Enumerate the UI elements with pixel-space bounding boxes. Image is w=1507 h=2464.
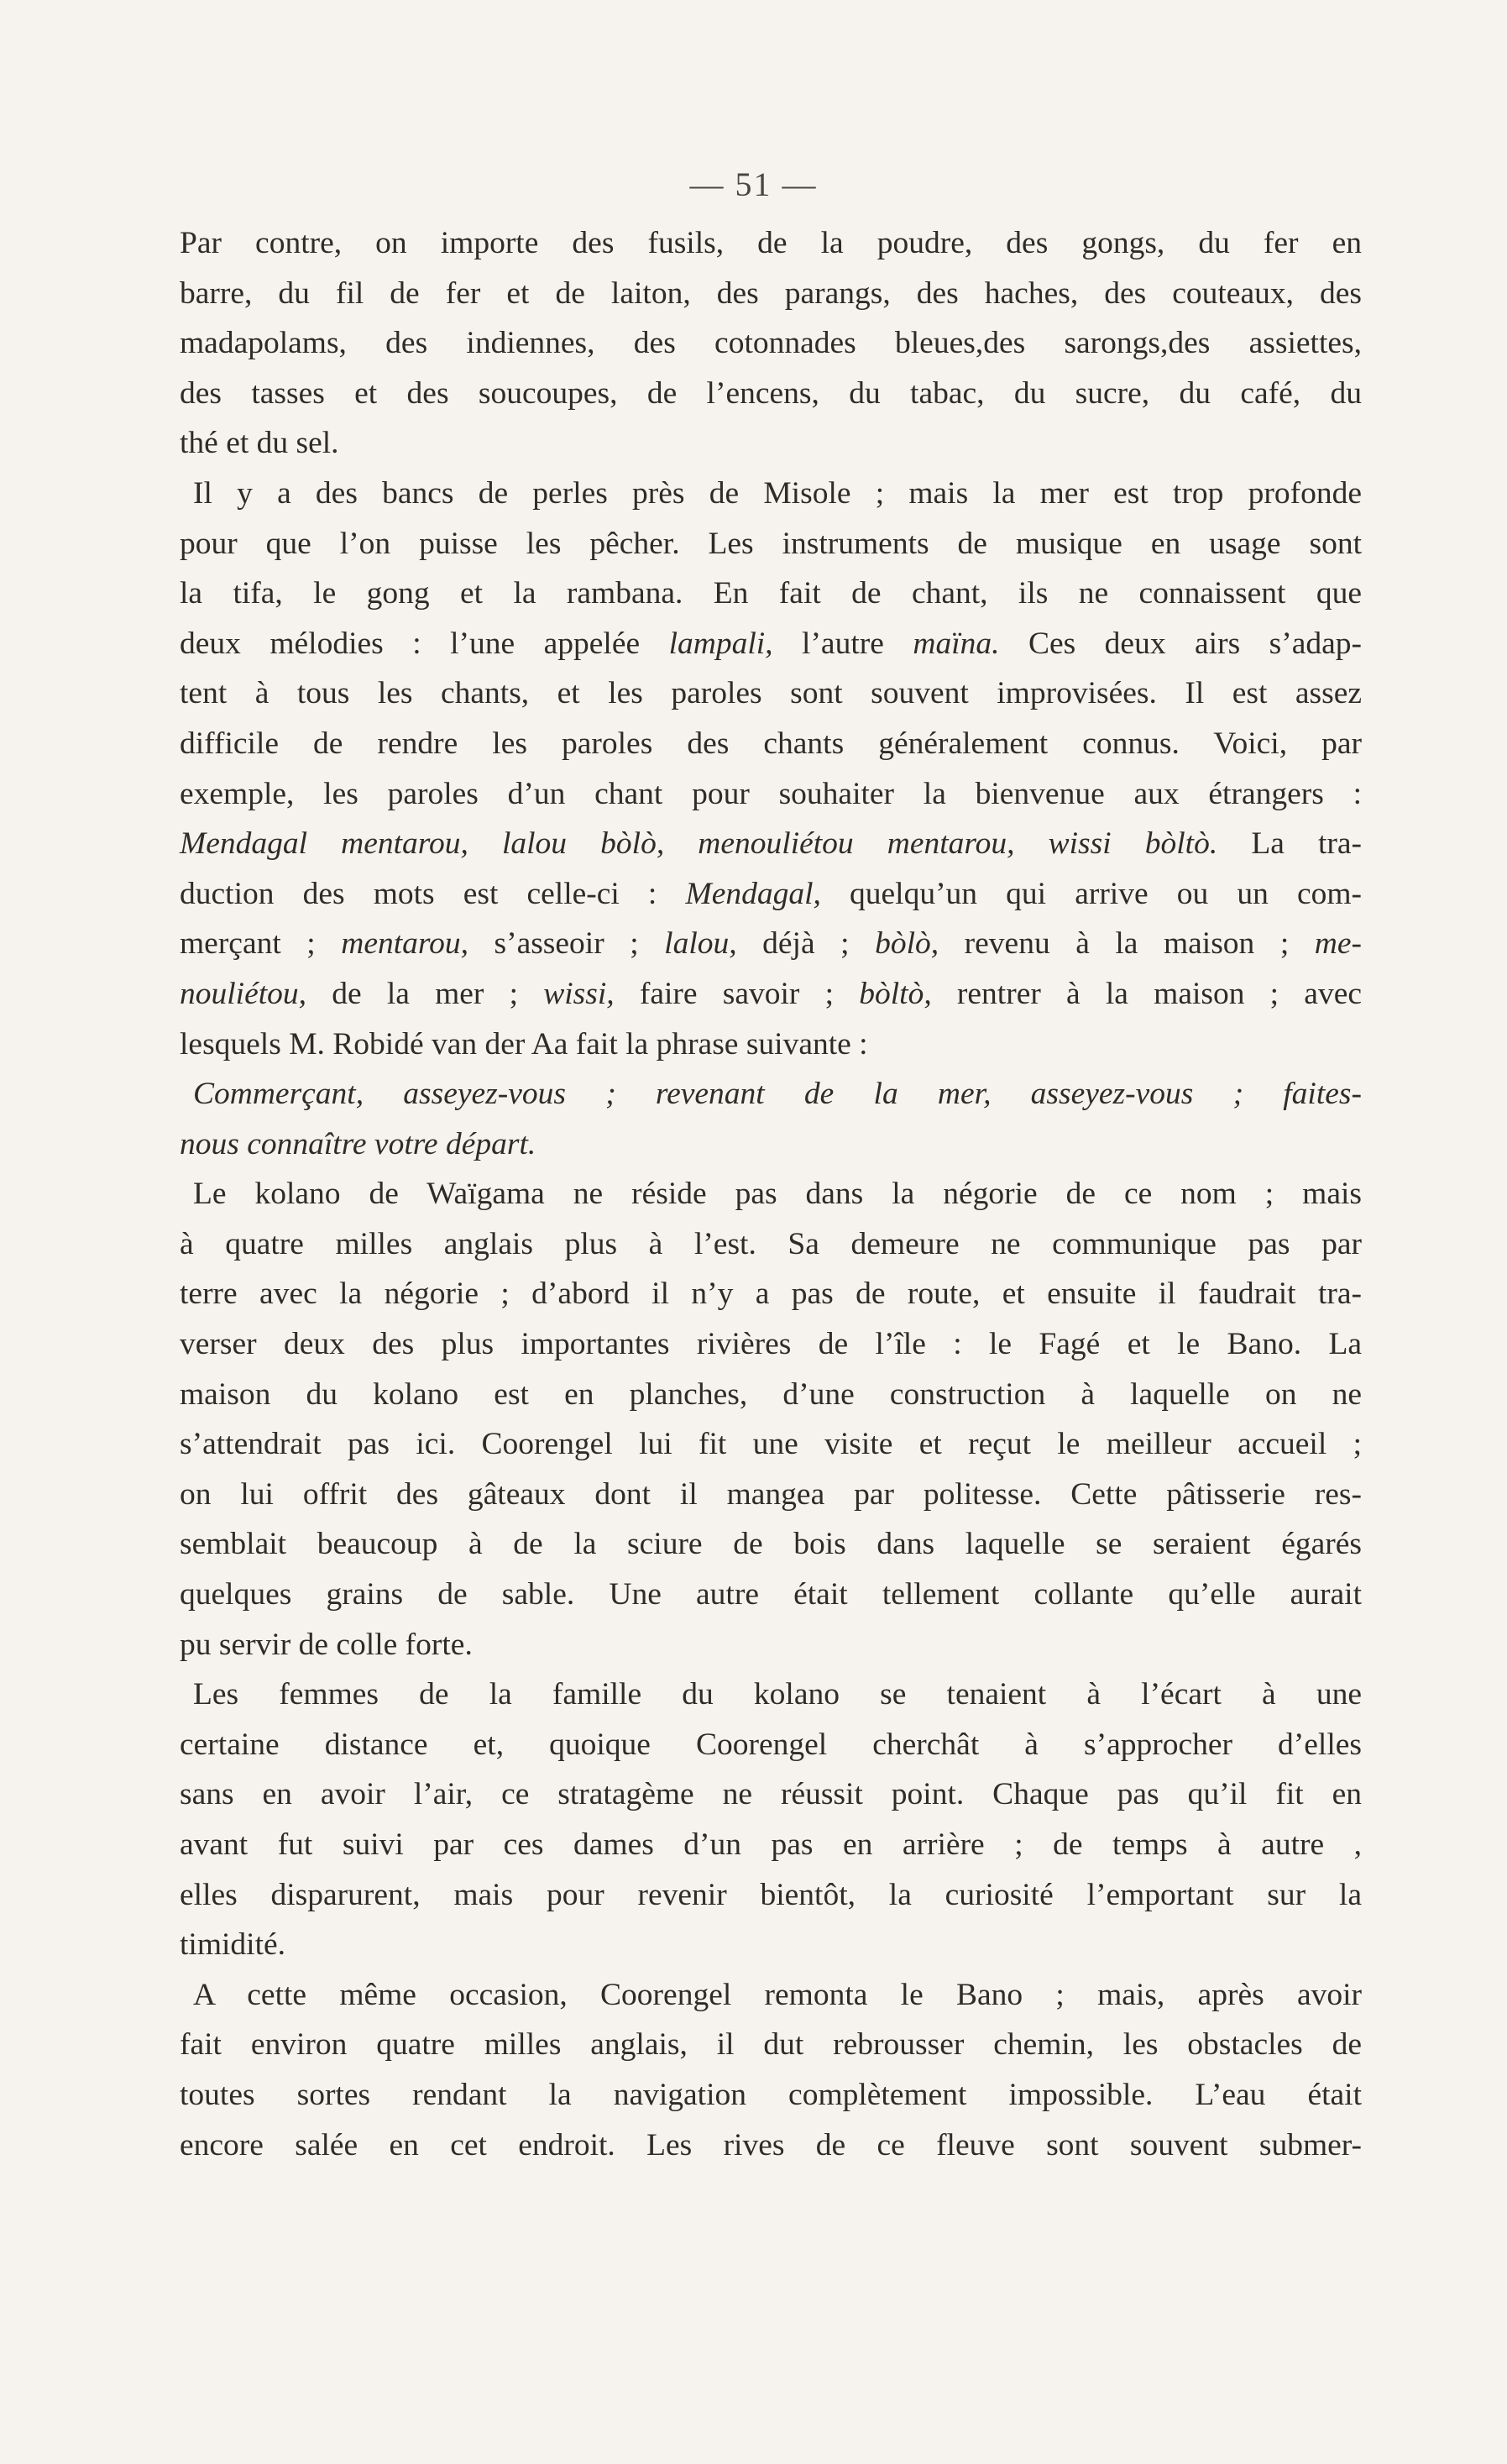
text-line — [180, 519, 1362, 569]
text-line — [180, 1970, 1362, 2021]
text-segment: barre, du fil de fer et de laiton, des parangs, des haches, des couteaux, des — [180, 275, 1362, 311]
text-segment: timidité. — [180, 1927, 286, 1963]
text-line — [180, 1219, 1362, 1270]
text-line — [180, 1519, 1362, 1570]
italic-text: maïna. — [913, 626, 1000, 661]
text-line — [180, 1820, 1362, 1870]
text-segment: sans en avoir l’air, ce stratagème ne réussit point. Chaque pas qu’il fit en — [180, 1777, 1362, 1812]
italic-text: me- — [1314, 926, 1362, 962]
text-segment: deux mélodies : l’une appelée — [180, 626, 669, 661]
text-line — [180, 269, 1362, 319]
text-line — [180, 2070, 1362, 2121]
text-segment: s’attendrait pas ici. Coorengel lui fit une visite et reçut le meilleur accueil ; — [180, 1427, 1362, 1462]
text-line — [180, 218, 1362, 269]
text-segment: thé et du sel. — [180, 426, 339, 461]
text-line — [180, 1319, 1362, 1370]
text-segment: Ces deux airs s’adap- — [999, 626, 1363, 661]
text-line — [180, 919, 1362, 969]
text-segment: la tifa, le gong et la rambana. En fait de chant, ils ne connaissent que — [180, 576, 1362, 611]
italic-text: wissi, — [543, 976, 615, 1011]
text-segment: Par contre, on importe des fusils, de la poudre, des gongs, du fer en — [180, 226, 1362, 260]
text-segment: avant fut suivi par ces dames d’un pas en arrière ; de temps à autre , — [180, 1827, 1362, 1862]
text-segment: certaine distance et, quoique Coorengel cherchât à s’approcher d’elles — [180, 1727, 1362, 1762]
text-segment: terre avec la négorie ; d’abord il n’y a pas de route, et ensuite il faudrait tra- — [180, 1277, 1362, 1312]
text-line — [180, 2121, 1362, 2171]
text-line — [180, 1920, 1362, 1970]
body-text — [180, 218, 1362, 2170]
page-number: — 51 — — [689, 165, 818, 203]
text-line — [180, 2020, 1362, 2070]
text-segment: exemple, les paroles d’un chant pour souhaiter la bienvenue aux étrangers : — [180, 776, 1362, 811]
text-segment: revenu à la maison ; — [939, 926, 1315, 962]
text-segment: déjà ; — [736, 926, 876, 962]
text-segment: toutes sortes rendant la navigation complètement impossible. L’eau était — [180, 2077, 1362, 2112]
text-segment: verser deux des plus importantes rivières de l’île : le Fagé et le Bano. La — [180, 1327, 1362, 1362]
text-line — [180, 869, 1362, 920]
text-line — [180, 1470, 1362, 1520]
italic-text: mentarou, — [341, 926, 468, 962]
text-line — [180, 369, 1362, 419]
text-line — [180, 819, 1362, 869]
text-line — [180, 1570, 1362, 1620]
italic-text: Mendagal, — [685, 876, 821, 911]
text-segment: des tasses et des soucoupes, de l’encens, du tabac, du sucre, du café, du — [180, 375, 1362, 411]
text-segment: faire savoir ; — [614, 976, 860, 1011]
text-line — [180, 418, 1362, 469]
text-segment: l’autre — [772, 626, 913, 661]
text-segment: quelques grains de sable. Une autre était tellement collante qu’elle aurait — [180, 1577, 1362, 1612]
text-line — [180, 719, 1362, 769]
text-segment: La tra- — [1217, 826, 1363, 862]
text-line — [180, 969, 1362, 1020]
text-line — [180, 1169, 1362, 1219]
text-segment: à quatre milles anglais plus à l’est. Sa demeure ne communique pas par — [180, 1226, 1362, 1261]
text-segment: encore salée en cet endroit. Les rives de ce fleuve sont souvent submer- — [180, 2127, 1362, 2163]
text-segment: s’asseoir ; — [468, 926, 665, 962]
italic-text: nouliétou, — [180, 976, 307, 1011]
text-line — [180, 1020, 1362, 1070]
text-line — [180, 1670, 1362, 1720]
text-segment: fait environ quatre milles anglais, il dut rebrousser chemin, les obstacles de — [180, 2027, 1362, 2063]
text-segment: maison du kolano est en planches, d’une construction à laquelle on ne — [180, 1376, 1362, 1412]
text-segment: de la mer ; — [306, 976, 544, 1011]
text-segment: lesquels M. Robidé van der Aa fait la phrase suivante : — [180, 1026, 868, 1062]
italic-text: nous connaître votre départ. — [180, 1126, 536, 1161]
text-segment: merçant ; — [180, 926, 342, 962]
text-line — [180, 668, 1362, 719]
italic-text: lalou, — [664, 926, 737, 962]
text-segment: Le kolano de Waïgama ne réside pas dans la négorie de ce nom ; mais — [193, 1177, 1362, 1212]
text-line — [180, 769, 1362, 820]
italic-text: Mendagal mentarou, lalou bòlò, menouliétou mentarou, wissi bòltò. — [180, 826, 1218, 862]
text-segment: difficile de rendre les paroles des chants généralement connus. Voici, par — [180, 726, 1362, 761]
text-line — [180, 1720, 1362, 1770]
text-segment: rentrer à la maison ; avec — [931, 976, 1362, 1011]
text-segment: A cette même occasion, Coorengel remonta le Bano ; mais, après avoir — [193, 1977, 1362, 2012]
text-line — [180, 1119, 1362, 1170]
text-line — [180, 569, 1362, 619]
text-line — [180, 1419, 1362, 1470]
text-segment: on lui offrit des gâteaux dont il mangea par politesse. Cette pâtisserie res- — [180, 1476, 1362, 1512]
text-line — [180, 1870, 1362, 1921]
italic-text: bòlò, — [875, 926, 939, 962]
text-line — [180, 1769, 1362, 1820]
text-segment: Il y a des bancs de perles près de Misole ; mais la mer est trop profonde — [193, 475, 1362, 511]
text-line — [180, 1620, 1362, 1670]
text-segment: quelqu’un qui arrive ou un com- — [820, 876, 1362, 911]
italic-text: Commerçant, asseyez-vous ; revenant de la mer, asseyez-vous ; faites- — [193, 1077, 1362, 1112]
text-segment: pu servir de colle forte. — [180, 1627, 473, 1662]
text-segment: pour que l’on puisse les pêcher. Les instruments de musique en usage sont — [180, 526, 1362, 561]
text-segment: Les femmes de la famille du kolano se tenaient à l’écart à une — [193, 1677, 1362, 1712]
text-segment: tent à tous les chants, et les paroles sont souvent improvisées. Il est assez — [180, 676, 1362, 711]
text-line — [180, 1269, 1362, 1319]
text-line — [180, 318, 1362, 369]
italic-text: bòltò, — [859, 976, 932, 1011]
text-line — [180, 619, 1362, 669]
text-segment: semblait beaucoup à de la sciure de bois dans laquelle se seraient égarés — [180, 1527, 1362, 1562]
text-line — [180, 469, 1362, 519]
italic-text: lampali, — [668, 626, 773, 661]
text-segment: elles disparurent, mais pour revenir bientôt, la curiosité l’emportant sur la — [180, 1877, 1362, 1912]
text-line — [180, 1069, 1362, 1119]
text-line — [180, 1370, 1362, 1420]
text-segment: duction des mots est celle-ci : — [180, 876, 686, 911]
text-segment: madapolams, des indiennes, des cotonnades bleues,des sarongs,des assiettes, — [180, 326, 1362, 361]
